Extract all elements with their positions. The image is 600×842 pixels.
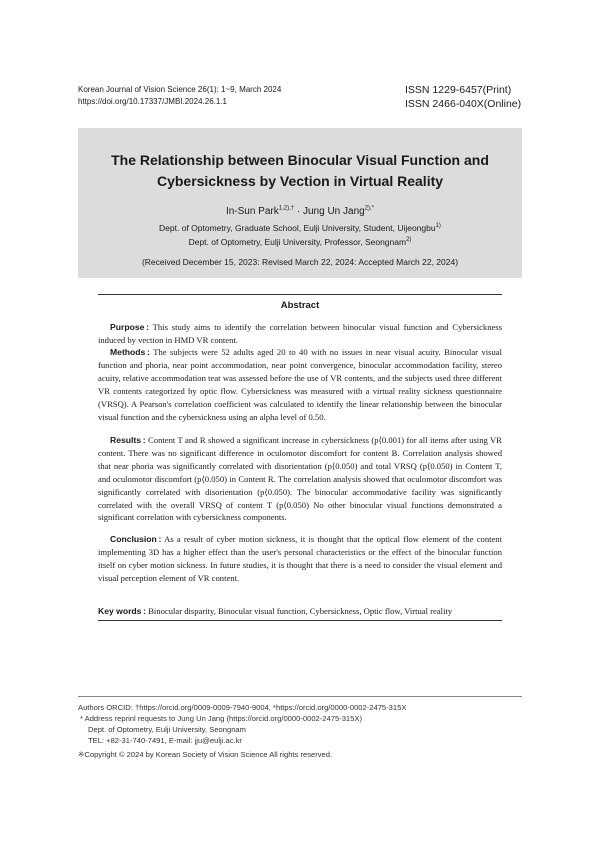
author-2-affil: 2),* xyxy=(364,205,375,212)
title-line-2: Cybersickness by Vection in Virtual Reality xyxy=(156,173,444,189)
footnote-orcid: Authors ORCID: †https://orcid.org/0009-0009-7940-9004, *https://orcid.org/0000-0002-2475-315X xyxy=(78,703,407,712)
footnote-dept: Dept. of Optometry, Eulji University, Seongnam xyxy=(88,725,246,734)
author-1: In-Sun Park xyxy=(225,206,279,217)
keywords-rule xyxy=(98,620,502,621)
footnote-address: * Address reprinl requests to Jung Un Jang (https://orcid.org/0000-0002-2475-315X) xyxy=(80,714,362,723)
footnote-rule xyxy=(78,696,522,697)
results-text: Content T and R showed a significant increase in cybersickness (p⟨0.001) for all items after using VR content. There was no significant difference in oculomotor discomfort for content B. Correlation analysis showed that near phoria was significantly correlated with disorientation (p⟨0.050) and total VRSQ (p⟨0.050) in Content T, and oculomotor discomfort (p⟨0.050) in Content R. The correlation analysis showed that oculomotor discomfort was significantly correlated with disorientation (p⟨0.050). The binocular accommodative facility was significantly correlated with the overall VRSQ of content T (p⟨0.050) No other binocular visual functions demonstrated a significant correlation with cybersickness components. xyxy=(98,435,502,523)
abstract-top-rule xyxy=(98,294,502,295)
keywords xyxy=(98,606,502,616)
received-dates: (Received December 15, 2023: Revised March 22, 2024: Accepted March 22, 2024) xyxy=(141,257,459,267)
author-separator: · xyxy=(294,206,303,217)
abstract-methods xyxy=(98,346,502,423)
abstract-purpose xyxy=(98,321,502,347)
journal-header xyxy=(78,84,281,108)
abstract-heading: Abstract xyxy=(280,300,320,311)
author-2: Jung Un Jang xyxy=(302,206,365,217)
affiliation-1-mark: 1) xyxy=(435,223,441,230)
issn-print: ISSN 1229-6457(Print) xyxy=(405,84,512,96)
abstract-conclusion xyxy=(98,533,502,585)
journal-citation: Korean Journal of Vision Science 26(1): 1~9, March 2024 xyxy=(78,85,282,94)
affiliation-2-mark: 2) xyxy=(406,237,412,244)
footnote-contact: TEL: +82-31-740-7491, E-mail: jju@eulji.ac.kr xyxy=(88,736,242,745)
methods-label: Methods : xyxy=(110,347,150,357)
author-list xyxy=(78,206,522,217)
purpose-label: Purpose : xyxy=(110,322,149,332)
results-label: Results : xyxy=(110,435,146,445)
conclusion-label: Conclusion : xyxy=(110,534,162,544)
paper-title xyxy=(78,150,522,192)
abstract-results xyxy=(98,434,502,524)
affiliation-1-text: Dept. of Optometry, Graduate School, Eulji University, Student, Uijeongbu xyxy=(159,223,436,233)
title-line-1: The Relationship between Binocular Visual Function and xyxy=(111,152,489,168)
affiliation-2-text: Dept. of Optometry, Eulji University, Professor, Seongnam xyxy=(188,237,407,247)
affiliation-2 xyxy=(78,237,522,247)
keywords-text: Binocular disparity, Binocular visual function, Cybersickness, Optic flow, Virtual reality xyxy=(146,606,453,616)
affiliation-1 xyxy=(78,223,522,233)
footnote-copyright: ※Copyright © 2024 by Korean Society of Vision Science All rights reserved. xyxy=(78,750,333,759)
issn-online: ISSN 2466-040X(Online) xyxy=(405,98,522,110)
author-1-affil: 1,2),† xyxy=(278,205,295,212)
title-panel xyxy=(78,128,522,278)
purpose-text: This study aims to identify the correlation between binocular visual function and Cybersickness induced by vection in HMD VR content. xyxy=(98,322,502,345)
issn-block xyxy=(405,83,521,111)
keywords-label: Key words : xyxy=(98,606,147,616)
methods-text: The subjects were 52 adults aged 20 to 40 with no issues in near visual acuity. Binocular visual function and phoria, near point accommodation, near point convergence, binocular accommodation facility, stereo acuity, relative accommodation teat was assessed before the use of VR contents, and the subjects used three different VR contents categorized by optic flow. Cybersickness was measured with a virtual reality sickness questionnaire (VRSQ). A Pearson's correlation coefficient was calculated to identify the linear relationship between the binocular visual function and the cybersickness using an alpha level of 0.50. xyxy=(98,347,502,422)
doi-link[interactable]: https://doi.org/10.17337/JMBI.2024.26.1.1 xyxy=(78,97,227,106)
conclusion-text: As a result of cyber motion sickness, it is thought that the optical flow element of the content implementing 3D has a higher effect than the user's personal characteristics or the effect of the binocular function itself on cyber motion sickness. In future studies, it is thought that there is a need to consider the visual element and visual perception element of VR content. xyxy=(98,534,502,583)
